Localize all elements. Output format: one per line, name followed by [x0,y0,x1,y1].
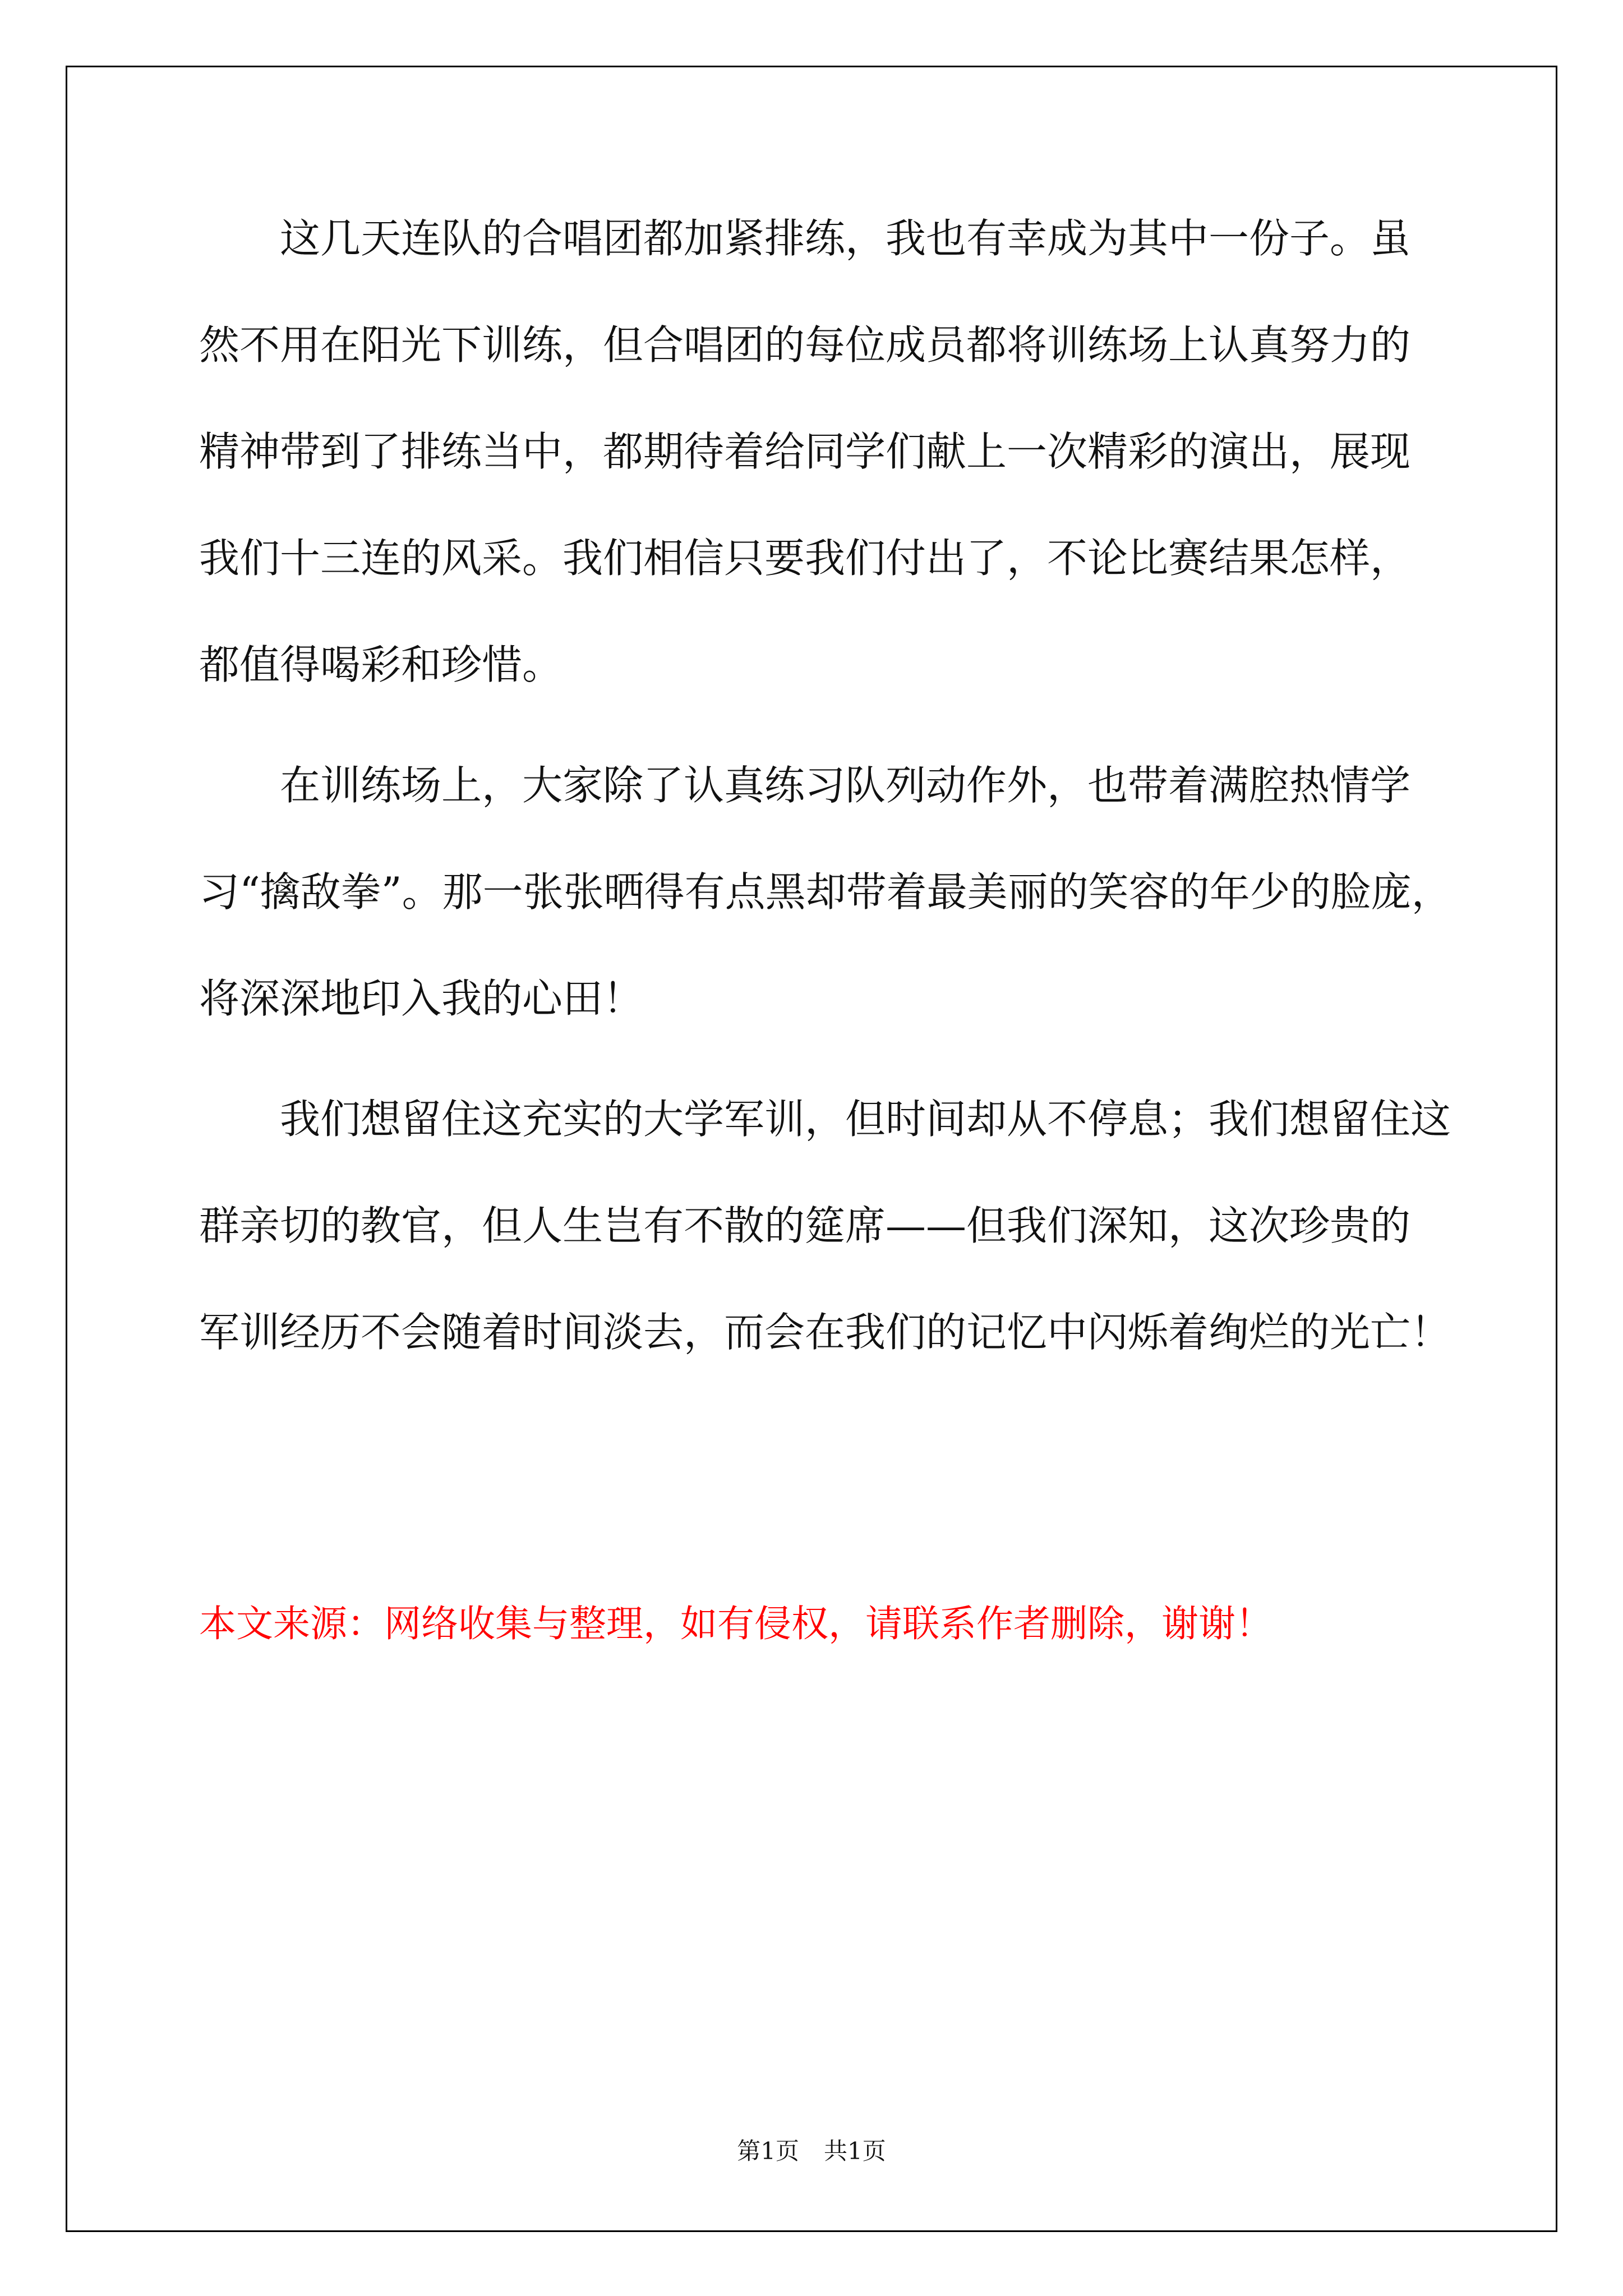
page-number-current: 第1页 [737,2137,799,2165]
paragraph-line: 在训练场上，大家除了认真练习队列动作外，也带着满腔热情学 [280,762,1411,809]
paragraph-line: 都值得喝彩和珍惜。 [199,641,563,688]
paragraph-line: 将深深地印入我的心田！ [199,975,644,1022]
paragraph-line: 我们想留住这充实的大学军训，但时间却从不停息；我们想留住这 [280,1096,1451,1143]
paragraph-2 [199,732,1452,1052]
source-note: 本文来源：网络收集与整理，如有侵权，请联系作者删除，谢谢！ [199,1602,1272,1645]
paragraph-line: 群亲切的教官，但人生岂有不散的筵席——但我们深知，这次珍贵的 [199,1202,1411,1249]
page-number-total: 共1页 [824,2137,886,2165]
paragraph-1 [199,185,1422,718]
paragraph-line: 我们十三连的风采。我们相信只要我们付出了，不论比赛结果怎样， [199,535,1411,582]
paragraph-line: 这几天连队的合唱团都加紧排练，我也有幸成为其中一份子。虽 [280,215,1411,262]
page-footer [0,2134,1623,2168]
paragraph-line: 军训经历不会随着时间淡去，而会在我们的记忆中闪烁着绚烂的光亡！ [199,1309,1451,1356]
paragraph-3 [199,1066,1451,1386]
paragraph-line: 然不用在阳光下训练，但合唱团的每位成员都将训练场上认真努力的 [199,321,1411,369]
paragraph-line: 精神带到了排练当中，都期待着给同学们献上一次精彩的演出，展现 [199,428,1411,475]
paragraph-line: 习“擒敌拳”。那一张张晒得有点黑却带着最美丽的笑容的年少的脸庞， [199,868,1452,915]
